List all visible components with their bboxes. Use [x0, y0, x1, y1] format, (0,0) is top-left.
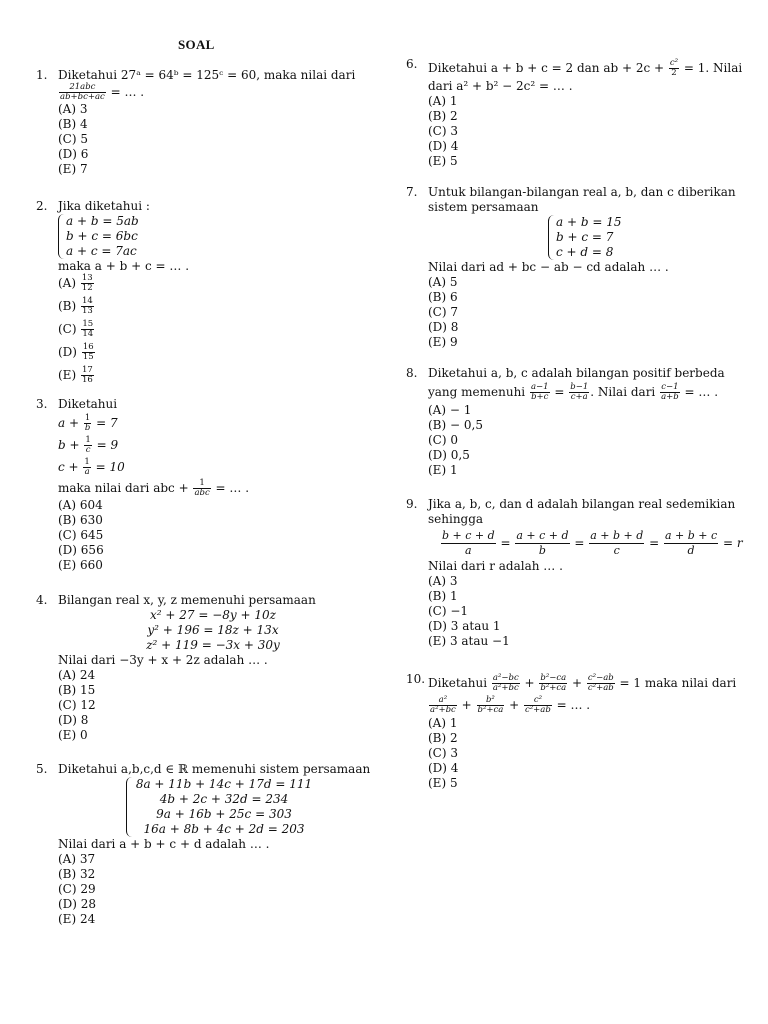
equation: y² + 196 = 18z + 13x: [147, 623, 279, 637]
question-number: 3.: [36, 397, 48, 411]
option-b[interactable]: (B) − 0,5: [428, 418, 483, 432]
equation: b + c = 7: [556, 230, 614, 244]
option-c[interactable]: (C) 5: [58, 132, 88, 146]
question-stem: Bilangan real x, y, z memenuhi persamaan: [58, 593, 316, 607]
question-ask: Nilai dari a + b + c + d adalah … .: [58, 837, 270, 851]
equation: a + b = 5ab: [66, 214, 139, 228]
equation-block: [58, 608, 368, 653]
equation: b + c = 6bc: [66, 229, 138, 243]
option-d[interactable]: (D) 656: [58, 543, 104, 557]
question-number: 9.: [406, 497, 418, 511]
question-number: 4.: [36, 593, 48, 607]
equation: 4b + 2c + 32d = 234: [159, 792, 289, 806]
option-b[interactable]: (B) 1: [428, 589, 458, 603]
option-b[interactable]: (B) 2: [428, 109, 458, 123]
question-body: [406, 672, 736, 791]
option-a[interactable]: (A) 3: [58, 102, 88, 116]
question-body: [428, 57, 742, 169]
option-c[interactable]: (C) 7: [428, 305, 458, 319]
fraction: $\frac{b + c + d}{a}$: [442, 529, 495, 557]
option-e[interactable]: (E) $\frac{17}{16}$: [58, 365, 93, 385]
question-body: [428, 366, 725, 478]
equation: $\frac{b + c + d}{a}$ = $\frac{a + c + d}{b}$ = $\frac{a + b + d}{c}$ = $\frac{a + b + c}{d}$ = r: [442, 529, 743, 557]
question-body: [58, 762, 370, 927]
option-d[interactable]: (D) 3 atau 1: [428, 619, 501, 633]
option-e[interactable]: (E) 7: [58, 162, 88, 176]
option-a[interactable]: (A) 3: [428, 574, 458, 588]
option-b[interactable]: (B) 6: [428, 290, 458, 304]
option-c[interactable]: (C) 29: [58, 882, 96, 896]
question-stem: Jika diketahui :: [58, 199, 150, 213]
option-a[interactable]: (A) 24: [58, 668, 96, 682]
question-stem-2: sehingga: [428, 512, 484, 526]
option-d[interactable]: (D) 0,5: [428, 448, 470, 462]
option-d[interactable]: (D) 4: [428, 761, 459, 775]
option-d[interactable]: (D) 8: [58, 713, 89, 727]
question-body: [58, 68, 355, 177]
question-condition: yang memenuhi $\frac{a-1}{b+c}$ = $\frac{b-1}{c+a}$ . Nilai dari $\frac{c-1}{a+b}$ = … .: [428, 382, 719, 402]
question-stem: Untuk bilangan-bilangan real a, b, dan c diberikan: [428, 185, 736, 199]
option-c[interactable]: (C) −1: [428, 604, 469, 618]
question-number: 2.: [36, 199, 48, 213]
option-a[interactable]: (A) 5: [428, 275, 458, 289]
equation: c + d = 8: [556, 245, 614, 259]
option-e[interactable]: (E) 5: [428, 776, 458, 790]
option-b[interactable]: (B) 630: [58, 513, 103, 527]
option-e[interactable]: (E) 24: [58, 912, 96, 926]
fraction: $\frac{15}{14}$: [82, 319, 94, 339]
option-a[interactable]: (A) 37: [58, 852, 96, 866]
option-c[interactable]: (C) 3: [428, 746, 458, 760]
question-number: 5.: [36, 762, 48, 776]
question-ask: Nilai dari ad + bc − ab − cd adalah … .: [428, 260, 669, 274]
option-b[interactable]: (B) 15: [58, 683, 96, 697]
option-a[interactable]: (A) 1: [428, 716, 458, 730]
option-b[interactable]: (B) 4: [58, 117, 88, 131]
question-number: 8.: [406, 366, 418, 380]
option-c[interactable]: (C) 0: [428, 433, 458, 447]
option-d[interactable]: (D) $\frac{16}{15}$: [58, 342, 94, 362]
option-e[interactable]: (E) 9: [428, 335, 458, 349]
question-body: [58, 397, 249, 573]
equation: a + $\frac{1}{b}$ = 7: [58, 413, 118, 433]
fraction: $\frac{17}{16}$: [81, 365, 93, 385]
option-a[interactable]: (A) 1: [428, 94, 458, 108]
option-d[interactable]: (D) 4: [428, 139, 459, 153]
option-d[interactable]: (D) 8: [428, 320, 459, 334]
question-stem: Jika a, b, c, dan d adalah bilangan real sedemikian: [428, 497, 736, 511]
question-ask: maka a + b + c = … .: [58, 259, 190, 273]
equation-system: [548, 215, 621, 260]
option-b[interactable]: (B) 32: [58, 867, 96, 881]
question-number: 6.: [406, 57, 418, 71]
option-c[interactable]: (C) $\frac{15}{14}$: [58, 319, 94, 339]
option-e[interactable]: (E) 0: [58, 728, 88, 742]
question-stem-2: sistem persamaan: [428, 200, 539, 214]
equation: 16a + 8b + 4c + 2d = 203: [143, 822, 305, 836]
option-a[interactable]: (A) − 1: [428, 403, 472, 417]
equation: 8a + 11b + 14c + 17d = 111: [135, 777, 313, 791]
option-e[interactable]: (E) 5: [428, 154, 458, 168]
question-ask: Nilai dari −3y + x + 2z adalah … .: [58, 653, 268, 667]
fraction: $\frac{14}{13}$: [82, 296, 93, 316]
fraction: $\frac{a + b + d}{c}$: [590, 529, 644, 557]
page-title: SOAL: [178, 37, 215, 52]
option-b[interactable]: (B) 2: [428, 731, 458, 745]
question-body: [58, 199, 189, 389]
question-ask: maka nilai dari abc + $\frac{1}{\text{abc}}$ = … .: [58, 478, 250, 498]
question-number: 10.: [406, 672, 426, 686]
option-d[interactable]: (D) 28: [58, 897, 97, 911]
option-e[interactable]: (E) 660: [58, 558, 103, 572]
question-stem: Diketahui $\frac{\text{a²−bc}}{\text{a²+bc}}$ + $\frac{\text{b²−ca}}{\text{b²+ca}}$ + $\frac{\text{c²−ab}}{\text{c²+ab}}$ = 1 maka nilai dari: [428, 673, 737, 693]
option-e[interactable]: (E) 1: [428, 463, 458, 477]
fraction: $\frac{16}{15}$: [82, 342, 94, 362]
option-c[interactable]: (C) 645: [58, 528, 104, 542]
equation: c + $\frac{1}{a}$ = 10: [58, 457, 125, 477]
question-expression: $\frac{\text{21abc}}{ab+bc+ac}$ = … .: [60, 82, 145, 102]
equation-system: [126, 777, 314, 837]
equation-system: [58, 214, 139, 259]
equation: 9a + 16b + 25c = 303: [156, 807, 292, 821]
equation: x² + 27 = −8y + 10z: [150, 608, 276, 622]
equation: b + $\frac{1}{c}$ = 9: [58, 435, 119, 455]
option-c[interactable]: (C) 12: [58, 698, 96, 712]
question-ask: $\frac{\text{a²}}{\text{a²+bc}}$ + $\frac{\text{b²}}{\text{b²+ca}}$ + $\frac{\text{c²}}{\text{c²+ab}}$ = … .: [430, 695, 591, 715]
option-d[interactable]: (D) 6: [58, 147, 89, 161]
question-number: 7.: [406, 185, 418, 199]
question-stem: Diketahui 27ᵃ = 64ᵇ = 125ᶜ = 60, maka nilai dari: [58, 68, 356, 82]
fraction: $\frac{a + b + c}{d}$: [664, 529, 718, 557]
option-b[interactable]: (B) $\frac{14}{13}$: [58, 296, 93, 316]
fraction: $\frac{13}{12}$: [81, 273, 93, 293]
question-stem: Diketahui a + b + c = 2 dan ab + 2c + $\frac{\text{c²}}{2}$ = 1. Nilai: [428, 58, 743, 78]
fraction: $\frac{a + c + d}{b}$: [516, 529, 569, 557]
question-body: [428, 185, 736, 350]
option-e[interactable]: (E) 3 atau −1: [428, 634, 510, 648]
option-a[interactable]: (A) 604: [58, 498, 103, 512]
question-stem: Diketahui a, b, c adalah bilangan positif berbeda: [428, 366, 725, 380]
equation: z² + 119 = −3x + 30y: [146, 638, 280, 652]
question-number: 1.: [36, 68, 48, 82]
option-c[interactable]: (C) 3: [428, 124, 458, 138]
equation: a + b = 15: [556, 215, 622, 229]
equation: a + c = 7ac: [66, 244, 137, 258]
fraction: $\frac{\text{21abc}}{ab+bc+ac}$: [60, 82, 105, 102]
question-body: [428, 497, 743, 649]
question-stem: Diketahui: [58, 397, 118, 411]
question-stem: Diketahui a,b,c,d ∈ ℝ memenuhi sistem persamaan: [58, 762, 371, 776]
question-body: [58, 593, 368, 743]
question-ask: dari a² + b² − 2c² = … .: [428, 79, 573, 93]
question-ask: Nilai dari r adalah … .: [428, 559, 563, 573]
option-a[interactable]: (A) $\frac{13}{12}$: [58, 273, 93, 293]
